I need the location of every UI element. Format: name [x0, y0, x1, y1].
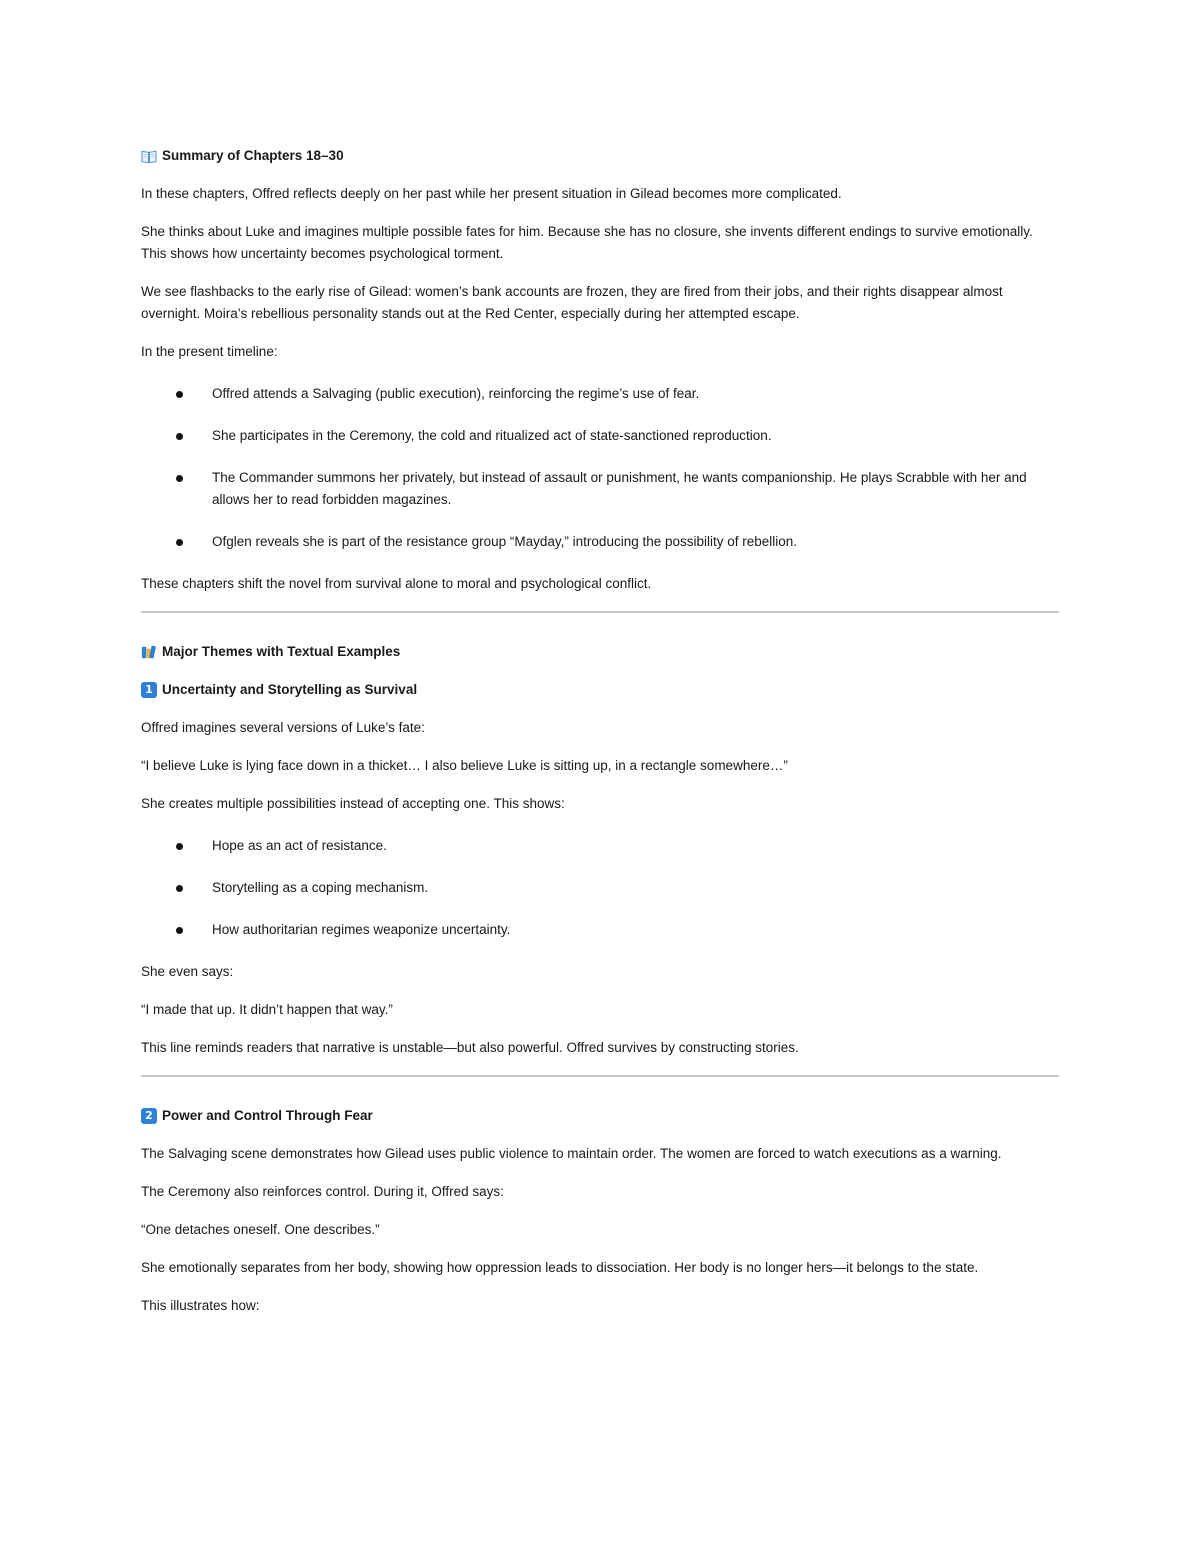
bullet-icon — [176, 391, 183, 398]
theme-1-heading — [141, 679, 1059, 701]
theme-2-paragraph-3: She emotionally separates from her body, showing how oppression leads to dissociation. Her body is no longer hers—it belongs to the state. — [141, 1260, 979, 1275]
summary-title: Summary of Chapters 18–30 — [162, 148, 344, 163]
theme-1-title: Uncertainty and Storytelling as Survival — [162, 682, 418, 697]
list-item: Storytelling as a coping mechanism. — [141, 877, 1059, 899]
open-book-icon — [141, 148, 157, 164]
summary-paragraph-4: In the present timeline: — [141, 344, 278, 359]
list-item: The Commander summons her privately, but instead of assault or punishment, he wants companionship. He plays Scrabble with her and allows her to read forbidden magazines. — [141, 467, 1059, 511]
document-content — [141, 145, 1059, 1333]
list-item: Hope as an act of resistance. — [141, 835, 1059, 857]
theme-1-paragraph-4: This line reminds readers that narrative is unstable—but also powerful. Offred survives by constructing stories. — [141, 1040, 799, 1055]
list-item: How authoritarian regimes weaponize uncertainty. — [141, 919, 1059, 941]
keycap-one-icon: 1 — [141, 682, 157, 698]
section-divider — [141, 611, 1059, 613]
theme-1-paragraph-3: She even says: — [141, 964, 234, 979]
theme-2-quote-1: “One detaches oneself. One describes.” — [141, 1222, 380, 1237]
list-item: Offred attends a Salvaging (public execution), reinforcing the regime’s use of fear. — [141, 383, 1059, 405]
list-item: She participates in the Ceremony, the cold and ritualized act of state-sanctioned reproduction. — [141, 425, 1059, 447]
bullet-icon — [176, 927, 183, 934]
theme-1-quote-2: “I made that up. It didn’t happen that way.” — [141, 1002, 393, 1017]
bullet-icon — [176, 475, 183, 482]
section-divider — [141, 1075, 1059, 1077]
summary-heading — [141, 145, 1059, 167]
summary-paragraph-5: These chapters shift the novel from survival alone to moral and psychological conflict. — [141, 576, 652, 591]
themes-title: Major Themes with Textual Examples — [162, 644, 401, 659]
summary-paragraph-2: She thinks about Luke and imagines multiple possible fates for him. Because she has no closure, she invents different endings to survive emotionally. This shows how uncertainty becomes psychological torment. — [141, 224, 1033, 261]
bullet-icon — [176, 433, 183, 440]
bullet-icon — [176, 843, 183, 850]
list-item: Ofglen reveals she is part of the resistance group “Mayday,” introducing the possibility of rebellion. — [141, 531, 1059, 553]
bullet-icon — [176, 885, 183, 892]
summary-bullet-list — [141, 383, 1059, 553]
theme-1-paragraph-2: She creates multiple possibilities instead of accepting one. This shows: — [141, 796, 565, 811]
keycap-two-icon: 2 — [141, 1108, 157, 1124]
books-icon — [141, 644, 157, 660]
bullet-icon — [176, 539, 183, 546]
theme-2-paragraph-2: The Ceremony also reinforces control. During it, Offred says: — [141, 1184, 504, 1199]
theme-2-paragraph-1: The Salvaging scene demonstrates how Gilead uses public violence to maintain order. The women are forced to watch executions as a warning. — [141, 1146, 1002, 1161]
themes-heading — [141, 641, 1059, 663]
theme-1-bullet-list — [141, 835, 1059, 941]
theme-1-paragraph-1: Offred imagines several versions of Luke’s fate: — [141, 720, 425, 735]
theme-1-quote-1: “I believe Luke is lying face down in a thicket… I also believe Luke is sitting up, in a rectangle somewhere…” — [141, 758, 788, 773]
theme-2-heading — [141, 1105, 1059, 1127]
theme-2-title: Power and Control Through Fear — [162, 1108, 373, 1123]
summary-paragraph-1: In these chapters, Offred reflects deeply on her past while her present situation in Gilead becomes more complicated. — [141, 186, 842, 201]
summary-paragraph-3: We see flashbacks to the early rise of Gilead: women’s bank accounts are frozen, they are fired from their jobs, and their rights disappear almost overnight. Moira’s rebellious personality stands out at the Red Center, especially during her attempted escape. — [141, 284, 1003, 321]
theme-2-paragraph-4: This illustrates how: — [141, 1298, 260, 1313]
